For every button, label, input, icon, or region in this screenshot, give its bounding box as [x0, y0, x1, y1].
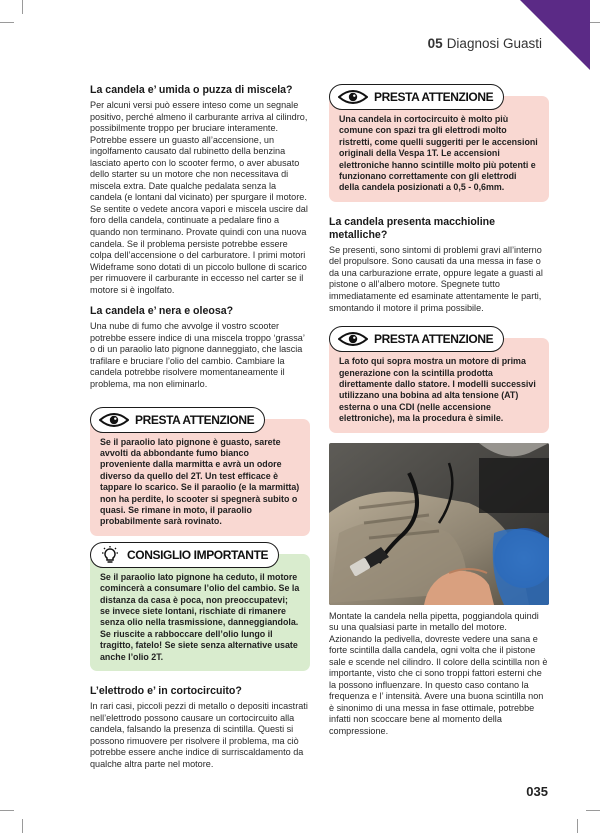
- eye-icon: [99, 412, 129, 428]
- page-number: 035: [526, 784, 548, 799]
- crop-mark: [586, 810, 600, 811]
- eye-icon: [338, 331, 368, 347]
- crop-mark: [590, 22, 600, 23]
- tip-box: [90, 547, 310, 671]
- section-heading: La candela e’ nera e oleosa?: [90, 305, 234, 318]
- chapter-header: [428, 36, 542, 51]
- warning-label: PRESTA ATTENZIONE: [374, 90, 494, 104]
- crop-mark: [0, 810, 14, 811]
- warning-badge: [329, 84, 504, 110]
- tip-badge: [90, 542, 279, 568]
- eye-icon: [338, 89, 368, 105]
- section-body: In rari casi, piccoli pezzi di metallo o depositi incastrati nell’elettrodo possono causare un cortocircuito alla candela, falsando la presenza di scintilla. Questi si possono rimuovere per risolvere il problema, ma ciò potrebbe essere anche indice di surriscaldamento da qualche altra parte nel motore.: [90, 701, 308, 769]
- warning-text: Se il paraolio lato pignone è guasto, sarete avvolti da abbondante fumo bianco proveniente dalla marmitta e avrà un odore diverso da quello del 2T. Un test efficace è tappare lo scarico. Se il paraolio (e la marmitta) non ha perdite, lo scooter si spegnerà subito o quasi. Se rimane in moto, il paraolio probabilmente sarà rovinato.: [100, 436, 300, 527]
- section-body: Una nube di fumo che avvolge il vostro scooter potrebbe essere indice di una miscela troppo ‘grassa’ o di un paraolio lato pignone danneggiato, che lascia trafilare e bruciare l’olio del cambio. Cambiare la candela potrebbe risolvere momentaneamente il problema, ma non eliminarlo.: [90, 321, 305, 390]
- section-heading: La candela presenta macchioline metalliche?: [329, 215, 496, 241]
- warning-label: PRESTA ATTENZIONE: [374, 332, 494, 347]
- engine-spark-plug-photo: [329, 443, 549, 605]
- tip-label: CONSIGLIO IMPORTANTE: [127, 547, 269, 562]
- section-heading: L’elettrodo e’ in cortocircuito?: [90, 685, 242, 698]
- chapter-title: Diagnosi Guasti: [446, 36, 542, 51]
- warning-badge: [329, 326, 504, 352]
- warning-text: La foto qui sopra mostra un motore di prima generazione con la scintilla prodotta direttamente dallo statore. I modelli successivi utilizzano una bobina ad alta tensione (AT) esterna o una CDI (nelle accensione elettroniche), ma la procedura è simile.: [339, 356, 536, 424]
- section-body: Per alcuni versi può essere inteso come un segnale positivo, perché almeno il carburante arriva al cilindro, possibilmente troppo per bruciare interamente. Potrebbe essere un guasto all’accensione, un ingolfamento causato dal rubinetto della benzina lasciato aperto con lo scooter fermo, o aver abusato dello starter su un motore che non necessitava di miscela extra. Date qualche pedalata senza la candela (e lontani dal vicinato) per spurgare il motore. Se sentite o vedete ancora vapori e miscela uscire dal foro della candela, continuate a pedalare fino a quando non terminano. Provate quindi con una nuova candela. Se il problema persiste potrebbe essere colpa dell’accensione o del carburatore. I primi motori Wideframe sono dotati di un piccolo bullone di scarico per rimuovere il carburante in eccesso nel carter se il motore si è ingolfato.: [90, 100, 308, 295]
- crop-mark: [577, 819, 578, 833]
- lightbulb-icon: [99, 547, 121, 563]
- crop-mark: [0, 22, 14, 23]
- crop-mark: [22, 819, 23, 833]
- warning-box: [329, 90, 549, 202]
- left-column: [90, 84, 310, 779]
- right-column: [329, 90, 549, 747]
- tip-text: Se il paraolio lato pignone ha ceduto, il motore comincerà a consumare l’olio del cambio. Se la distanza da casa è poca, non preoccupatevi; se invece siete lontani, rischiate di rimanere senza olio nella trasmissione, danneggiandola. Se riuscite a rabboccare dell’olio lungo il tragitto, fatelo! Se siete senza alternative usate anche l’olio 2T.: [100, 571, 300, 662]
- section-heading: La candela e’ umida o puzza di miscela?: [90, 84, 293, 96]
- chapter-corner-tab: [520, 0, 590, 70]
- chapter-number: 05: [427, 36, 443, 51]
- warning-text: Una candela in cortocircuito è molto più comune con spazi tra gli elettrodi molto ristretti, come quelli suggeriti per le accensioni originali della Vespa 1T. Le accensioni elettroniche hanno scintille molto più potenti e funzionano correttamente con gli elettrodi della candela posizionati a 0,5 - 0,6mm.: [339, 114, 538, 193]
- warning-box: [329, 332, 549, 432]
- warning-box: [90, 412, 310, 536]
- crop-mark: [22, 0, 23, 14]
- warning-badge: [90, 407, 265, 433]
- section-body: Se presenti, sono sintomi di problemi gravi all’interno del propulsore. Sono causati da una messa in fase o da una carburazione errate, oppure legate a guasti al pistone o all’albero motore. Spegnete tutto immediatamente ed esaminate attentamente le parti, smontando il motore il prima possibile.: [329, 244, 543, 313]
- warning-label: PRESTA ATTENZIONE: [135, 412, 255, 427]
- photo-caption: Montate la candela nella pipetta, poggiandola quindi su una qualsiasi parte in metallo del motore. Azionando la pedivella, dovreste vedere una sana e forte scintilla dalla candela, ogni volta che il pistone sale e scende nel cilindro. Il colore della scintilla non è importante, visto che ci sono troppi fattori esterni che la possono influenzare. In questo caso contano la frequenza e l’ intensità. Avere una buona scintilla non è sinonimo di una messa in fase ottimale, potrebbe infatti non scoccare bene al momento della compressione.: [329, 610, 548, 737]
